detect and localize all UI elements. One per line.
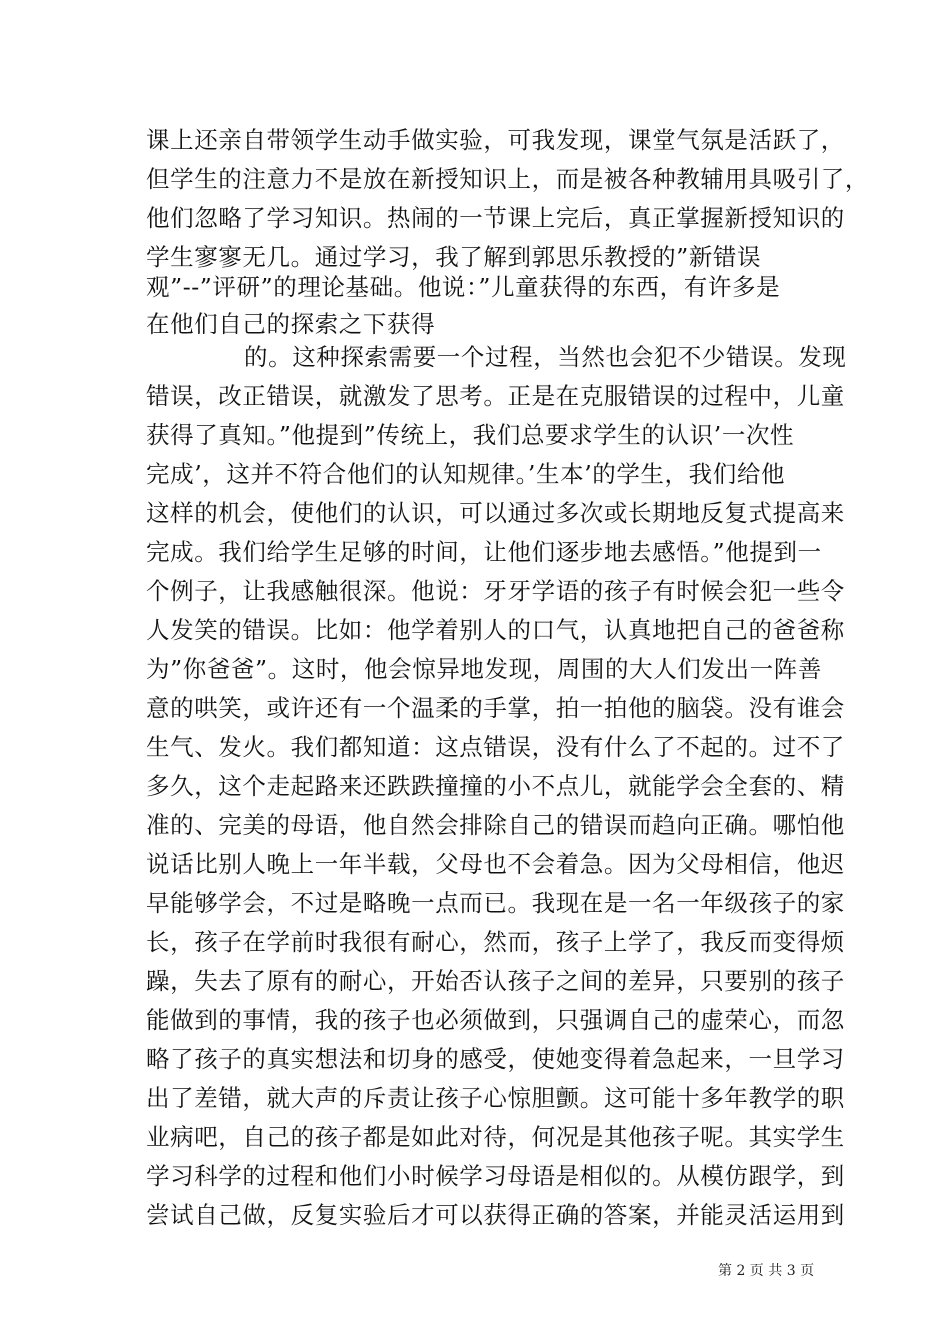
text-line: 个例子，让我感触很深。他说：牙牙学语的孩子有时候会犯一些令 bbox=[146, 577, 845, 605]
text-line: 的。这种探索需要一个过程，当然也会犯不少错误。发现 bbox=[244, 343, 847, 371]
text-line: 尝试自己做，反复实验后才可以获得正确的答案，并能灵活运用到 bbox=[146, 1201, 845, 1229]
page-number: 第 2 页 共 3 页 bbox=[718, 1263, 815, 1279]
text-line: 人发笑的错误。比如：他学着别人的口气，认真地把自己的爸爸称 bbox=[146, 616, 845, 644]
text-line: 完成’，这并不符合他们的认知规律。’生本’的学生，我们给他 bbox=[146, 460, 786, 488]
text-line: 他们忽略了学习知识。热闹的一节课上完后，真正掌握新授知识的 bbox=[146, 204, 845, 232]
text-line: 学生寥寥无几。通过学习，我了解到郭思乐教授的”新错误 bbox=[146, 243, 762, 271]
text-line: 意的哄笑，或许还有一个温柔的手掌，拍一拍他的脑袋。没有谁会 bbox=[146, 694, 845, 722]
text-line: 准的、完美的母语，他自然会排除自己的错误而趋向正确。哪怕他 bbox=[146, 811, 845, 839]
text-line: 早能够学会，不过是略晚一点而已。我现在是一名一年级孩子的家 bbox=[146, 889, 845, 917]
text-line: 在他们自己的探索之下获得 bbox=[146, 310, 436, 338]
text-line: 观”--”评研”的理论基础。他说：”儿童获得的东西，有许多是 bbox=[146, 273, 781, 301]
text-line: 多久，这个走起路来还跌跌撞撞的小不点儿，就能学会全套的、精 bbox=[146, 772, 845, 800]
text-line: 说话比别人晚上一年半载，父母也不会着急。因为父母相信，他迟 bbox=[146, 850, 845, 878]
text-line: 生气、发火。我们都知道：这点错误，没有什么了不起的。过不了 bbox=[146, 733, 845, 761]
text-line: 躁，失去了原有的耐心，开始否认孩子之间的差异，只要别的孩子 bbox=[146, 967, 845, 995]
text-line: 这样的机会，使他们的认识，可以通过多次或长期地反复式提高来 bbox=[146, 499, 845, 527]
text-line: 出了差错，就大声的斥责让孩子心惊胆颤。这可能十多年教学的职 bbox=[146, 1084, 845, 1112]
text-line: 业病吧，自己的孩子都是如此对待，何况是其他孩子呢。其实学生 bbox=[146, 1123, 845, 1151]
text-line: 学习科学的过程和他们小时候学习母语是相似的。从模仿跟学，到 bbox=[146, 1162, 845, 1190]
text-line: 错误，改正错误，就激发了思考。正是在克服错误的过程中，儿童 bbox=[146, 382, 845, 410]
text-line: 但学生的注意力不是放在新授知识上，而是被各种教辅用具吸引了， bbox=[146, 165, 869, 193]
text-line: 获得了真知。”他提到”传统上，我们总要求学生的认识’一次性 bbox=[146, 421, 795, 449]
text-line: 能做到的事情，我的孩子也必须做到，只强调自己的虚荣心，而忽 bbox=[146, 1006, 845, 1034]
text-line: 略了孩子的真实想法和切身的感受，使她变得着急起来，一旦学习 bbox=[146, 1045, 845, 1073]
text-line: 课上还亲自带领学生动手做实验，可我发现，课堂气氛是活跃了， bbox=[146, 126, 845, 154]
text-line: 为”你爸爸”。这时，他会惊异地发现，周围的大人们发出一阵善 bbox=[146, 655, 822, 683]
text-line: 长，孩子在学前时我很有耐心，然而，孩子上学了，我反而变得烦 bbox=[146, 928, 845, 956]
text-line: 完成。我们给学生足够的时间，让他们逐步地去感悟。”他提到一 bbox=[146, 538, 822, 566]
